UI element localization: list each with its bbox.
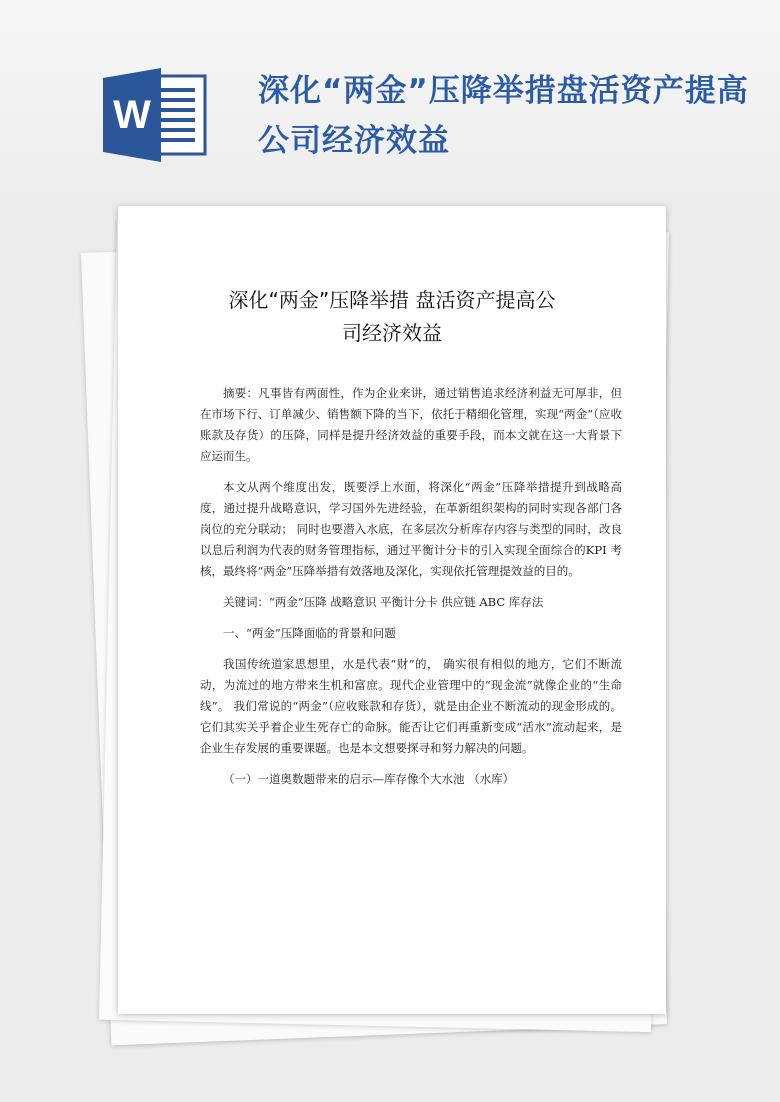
intro-paragraph: 本文从两个维度出发，既要浮上水面，将深化“两金”压降举措提升到战略高度，通过提升战略意识，学习国外先进经验，在革新组织架构的同时实现各部门各岗位的充分联动； 同时也要潜入水底，在多层次分析库存内容与类型的同时，改良以息后利润为代表的财务管理指标，通过平衡计分卡的引入实现全面综合的KPI 考核，最终将“两金”压降举措有效落地及深化，实现依托管理提效益的目的。 [200, 480, 622, 578]
section-paragraph: 我国传统道家思想里，水是代表“财”的， 确实很有相似的地方，它们不断流动，为流过的地方带来生机和富庶。现代企业管理中的“现金流”就像企业的“生命线”。 我们常说的“两金”（应收账款和存货），就是由企业不断流动的现金形成的。 它们其实关乎着企业生死存亡的命脉。能否让它们再重新变成“活水”流动起来，是企业生存发展的重要课题。也是本文想要探寻和努力解决的问题。 [200, 657, 622, 755]
page-title: 深化“两金”压降举措盘活资产提高公司经济效益 [258, 73, 749, 159]
document-title-line-1: 深化“两金”压降举措 盘活资产提高公 [228, 288, 556, 312]
abstract-paragraph: 摘要：凡事皆有两面性，作为企业来讲，通过销售追求经济利益无可厚非，但在市场下行、订单减少、销售额下降的当下，依托于精细化管理，实现“两金”（应收账款及存货）的压降，同样是提升经济效益的重要手段，而本文就在这一大背景下应运而生。 [200, 386, 622, 463]
section-heading: 一、“两金”压降面临的背景和问题 [223, 626, 396, 640]
document-title-line-2: 司经济效益 [342, 321, 442, 345]
subsection-heading: （一）一道奥数题带来的启示—库存像个大水池 （水库） [223, 772, 515, 786]
word-document-icon [103, 68, 209, 162]
word-icon-letter: W [113, 93, 151, 137]
document-page [118, 206, 666, 1014]
document-title [118, 284, 666, 350]
document-body [200, 383, 622, 790]
keywords-paragraph: 关键词：“两金”压降 战略意识 平衡计分卡 供应链 ABC 库存法 [223, 595, 544, 609]
